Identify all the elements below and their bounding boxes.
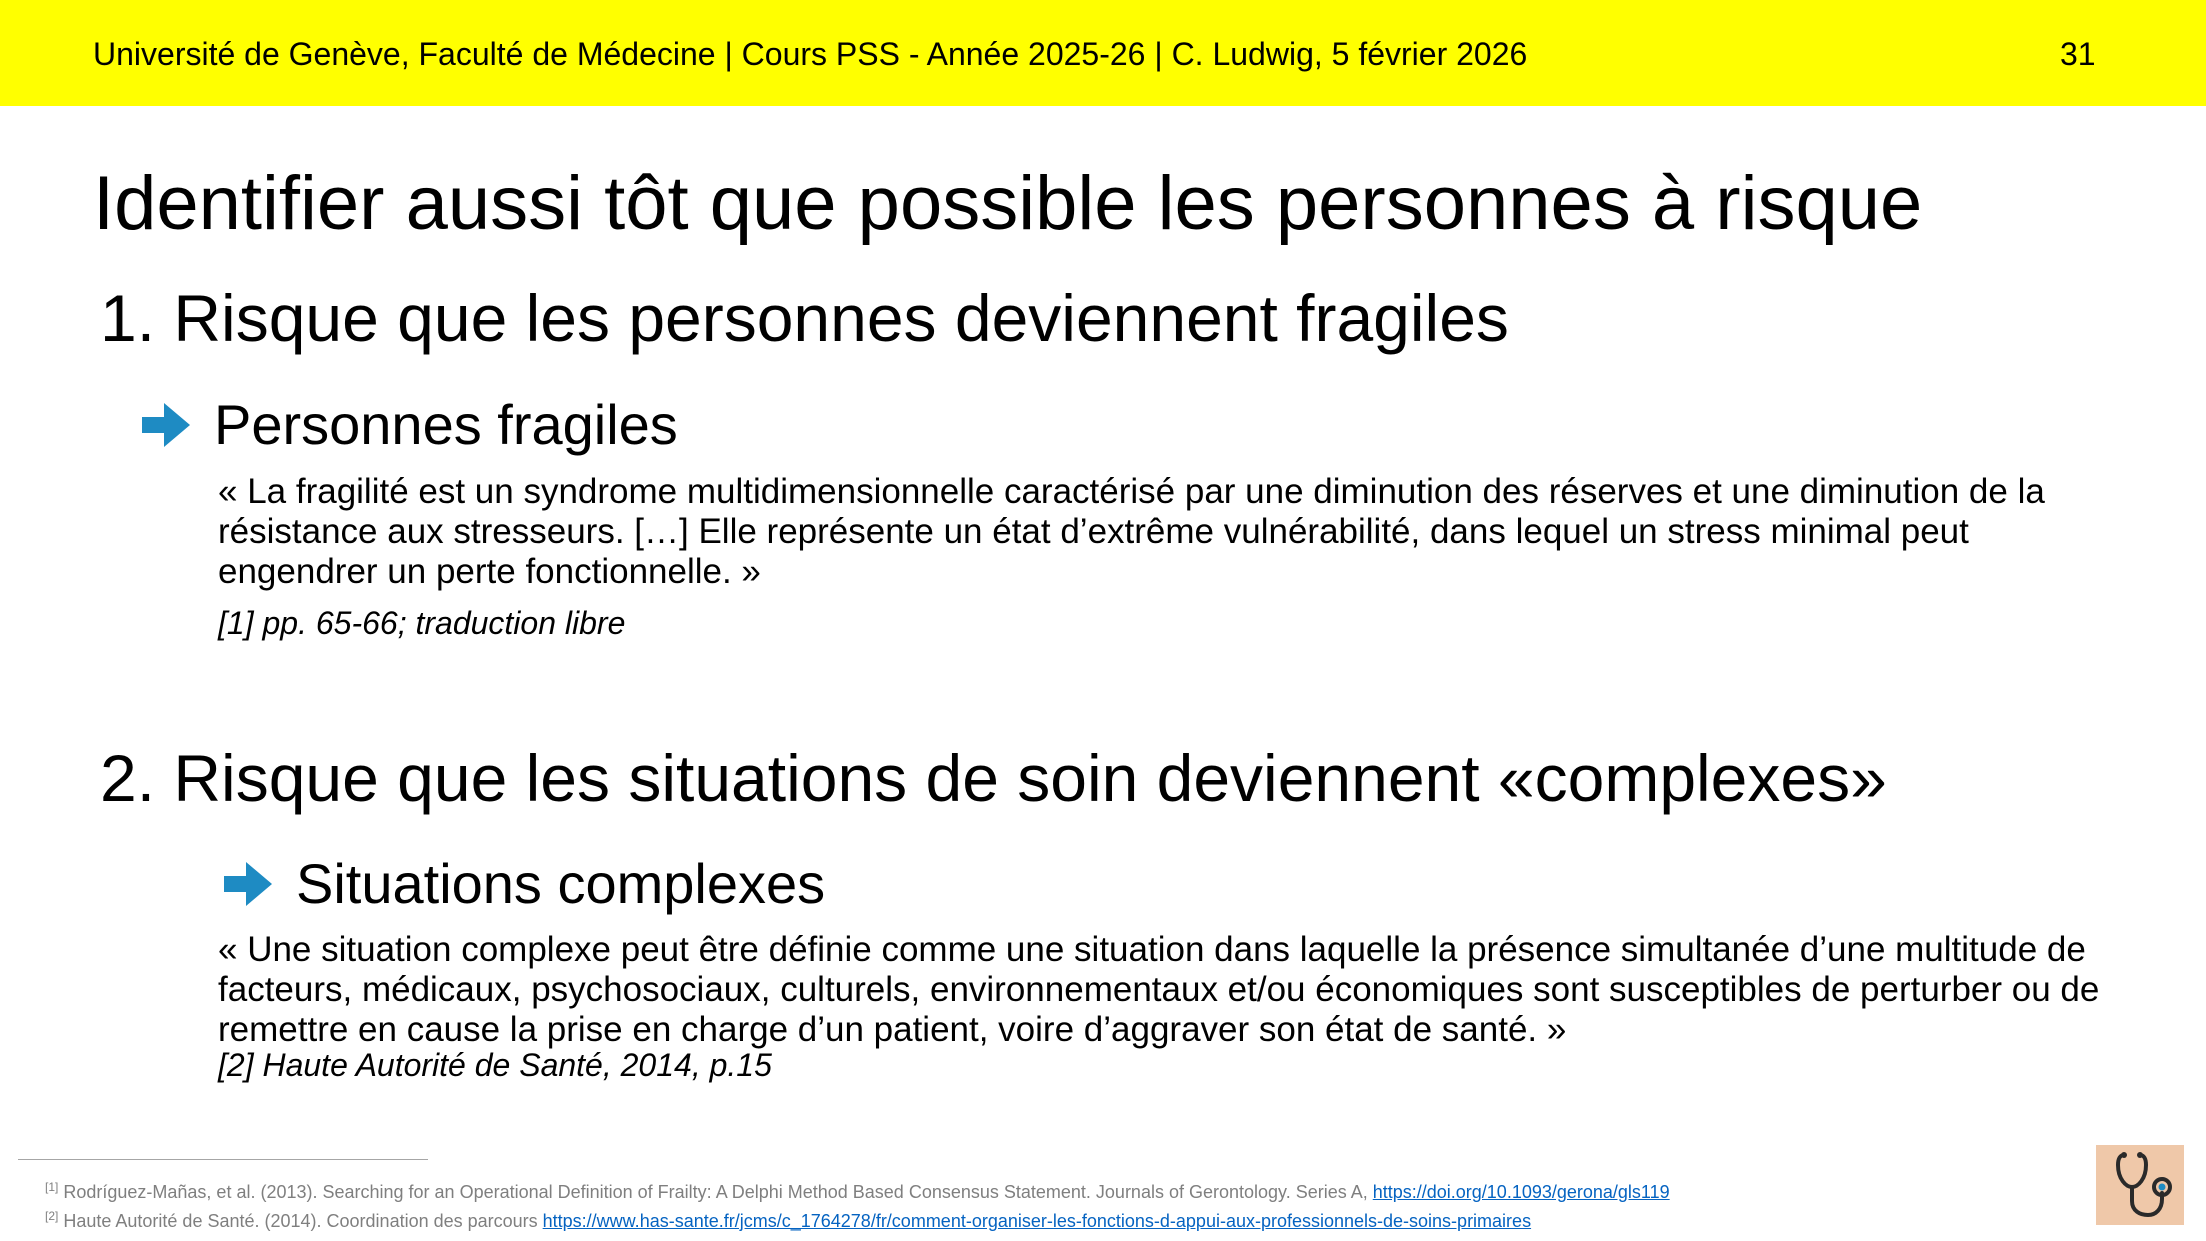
footnote-text: Rodríguez-Mañas, et al. (2013). Searching for an Operational Definition of Frailty: A Delphi Method Based Consensus Statement. Journals of Gerontology. Series A, — [63, 1182, 1373, 1202]
sub-heading-label: Personnes fragiles — [214, 393, 678, 456]
footnote-2 — [45, 1209, 1531, 1232]
section-heading-fragile: 1. Risque que les personnes deviennent fragiles — [100, 281, 1509, 355]
slide-title: Identifier aussi tôt que possible les personnes à risque — [93, 161, 1923, 246]
sub-heading-fragile — [138, 392, 678, 457]
header-text: Université de Genève, Faculté de Médecine | Cours PSS - Année 2025-26 | C. Ludwig, 5 février 2026 — [93, 36, 1528, 72]
stethoscope-icon — [2096, 1145, 2184, 1225]
section-heading-complex: 2. Risque que les situations de soin deviennent «complexes» — [100, 741, 1887, 815]
footnote-divider — [18, 1159, 428, 1160]
footnote-marker: [1] — [45, 1180, 59, 1194]
citation-complex-situation: [2] Haute Autorité de Santé, 2014, p.15 — [218, 1047, 772, 1083]
page-number: 31 — [2060, 36, 2096, 72]
footnote-link-has[interactable]: https://www.has-sante.fr/jcms/c_1764278/fr/comment-organiser-les-fonctions-d-appui-aux-professionnels-de-soins-primaires — [542, 1211, 1532, 1231]
arrow-right-icon — [220, 856, 276, 912]
footnote-marker: [2] — [45, 1209, 59, 1223]
footnote-text: Haute Autorité de Santé. (2014). Coordination des parcours — [63, 1211, 543, 1231]
citation-fragility: [1] pp. 65-66; traduction libre — [218, 605, 626, 641]
sub-heading-complex — [220, 851, 825, 916]
quote-complex-situation: « Une situation complexe peut être définie comme une situation dans laquelle la présence simultanée d’une multitude de facteurs, médicaux, psychosociaux, culturels, environnementaux et/ou économiques sont susceptibles de perturber ou de remettre en cause la prise en charge d’un patient, voire d’aggraver son état de santé. » — [218, 930, 2100, 1049]
footnote-link-doi[interactable]: https://doi.org/10.1093/gerona/gls119 — [1372, 1182, 1670, 1202]
quote-fragility: « La fragilité est un syndrome multidimensionnelle caractérisé par une diminution des réserves et une diminution de la résistance aux stresseurs. […] Elle représente un état d’extrême vulnérabilité, dans lequel un stress minimal peut engendrer un perte fonctionnelle. » — [218, 472, 2045, 591]
header-bar — [0, 0, 2206, 106]
sub-heading-label: Situations complexes — [296, 852, 826, 915]
arrow-right-icon — [138, 397, 194, 453]
footnote-1 — [45, 1180, 1670, 1203]
